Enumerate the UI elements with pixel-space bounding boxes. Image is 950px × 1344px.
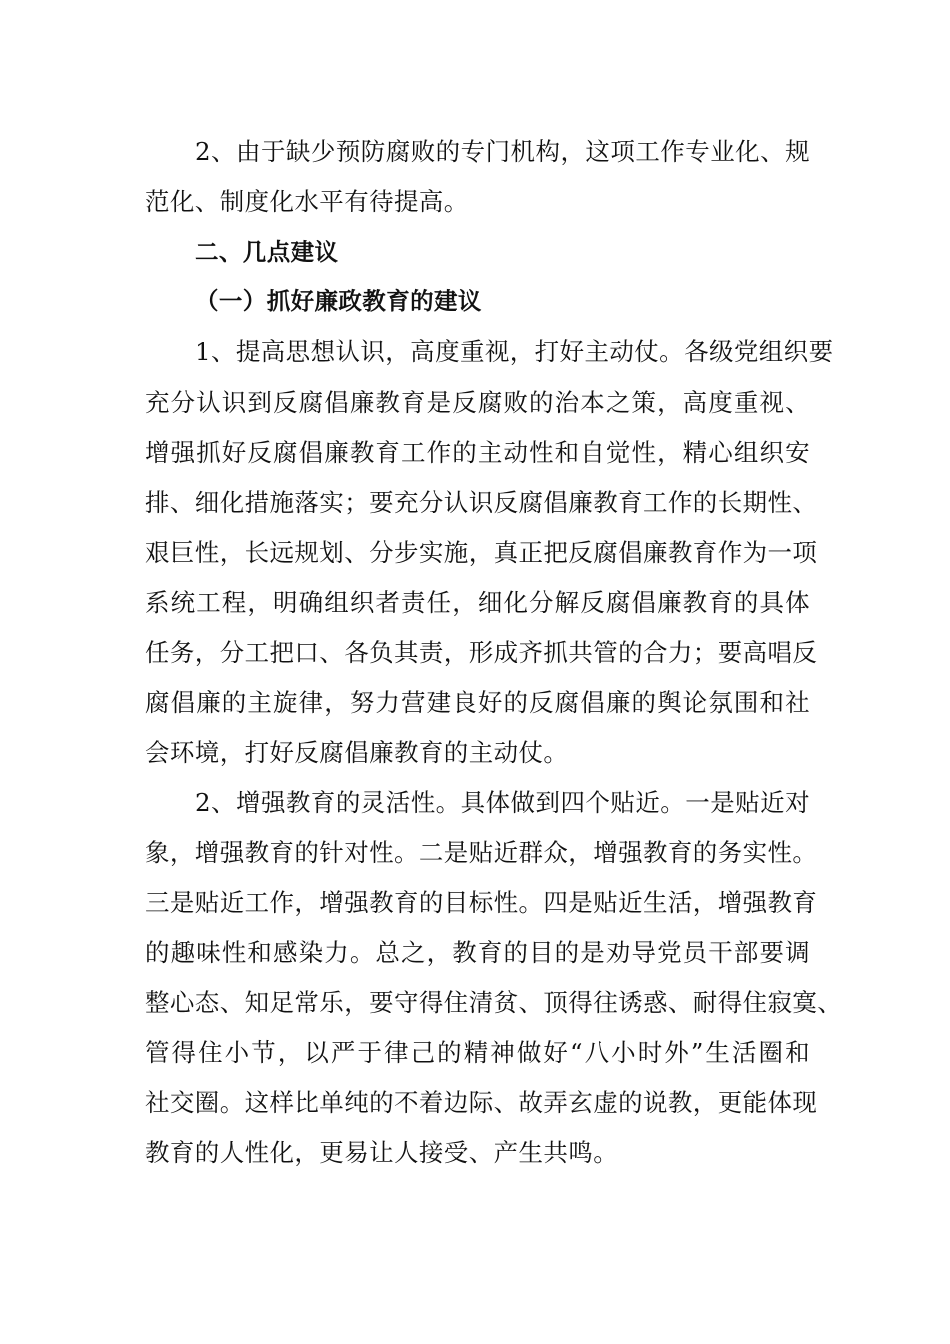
para1-line2: 范化、制度化水平有待提高。 <box>145 187 469 216</box>
para3-line1: 2、增强教育的灵活性。具体做到四个贴近。一是贴近对 <box>195 788 810 817</box>
para2-line2: 充分认识到反腐倡廉教育是反腐败的治本之策，高度重视、 <box>145 388 810 417</box>
para2-line1: 1、提高思想认识，高度重视，打好主动仗。各级党组织要 <box>195 337 834 366</box>
para3-line4: 的趣味性和感染力。总之，教育的目的是劝导党员干部要调 <box>145 938 810 967</box>
para3-line6: 管得住小节，以严于律己的精神做好“八小时外”生活圈和 <box>145 1038 810 1067</box>
para3-line2: 象，增强教育的针对性。二是贴近群众，增强教育的务实性。 <box>145 838 818 867</box>
para2-line4: 排、细化措施落实；要充分认识反腐倡廉教育工作的长期性、 <box>145 488 818 517</box>
para3-line5: 整心态、知足常乐，要守得住清贫、顶得往诱惑、耐得住寂寞、 <box>145 988 843 1017</box>
para1-line1: 2、由于缺少预防腐败的专门机构，这项工作专业化、规 <box>195 137 810 166</box>
para2-line3: 增强抓好反腐倡廉教育工作的主动性和自觉性，精心组织安 <box>145 438 810 467</box>
section-heading: 二、几点建议 <box>195 238 339 266</box>
para3-line8: 教育的人性化，更易让人接受、产生共鸣。 <box>145 1138 619 1167</box>
subsection-heading: （一）抓好廉政教育的建议 <box>195 287 482 315</box>
para3-line7: 社交圈。这样比单纯的不着边际、故弄玄虚的说教，更能体现 <box>145 1088 818 1117</box>
para3-line3: 三是贴近工作，增强教育的目标性。四是贴近生活，增强教育 <box>145 888 818 917</box>
para2-line5: 艰巨性，长远规划、分步实施，真正把反腐倡廉教育作为一项 <box>145 538 818 567</box>
para2-line6: 系统工程，明确组织者责任，细化分解反腐倡廉教育的具体 <box>145 588 810 617</box>
para2-line8: 腐倡廉的主旋律，努力营建良好的反腐倡廉的舆论氛围和社 <box>145 688 810 717</box>
para2-line9: 会环境，打好反腐倡廉教育的主动仗。 <box>145 738 569 767</box>
para2-line7: 任务，分工把口、各负其责，形成齐抓共管的合力；要高唱反 <box>145 638 818 667</box>
